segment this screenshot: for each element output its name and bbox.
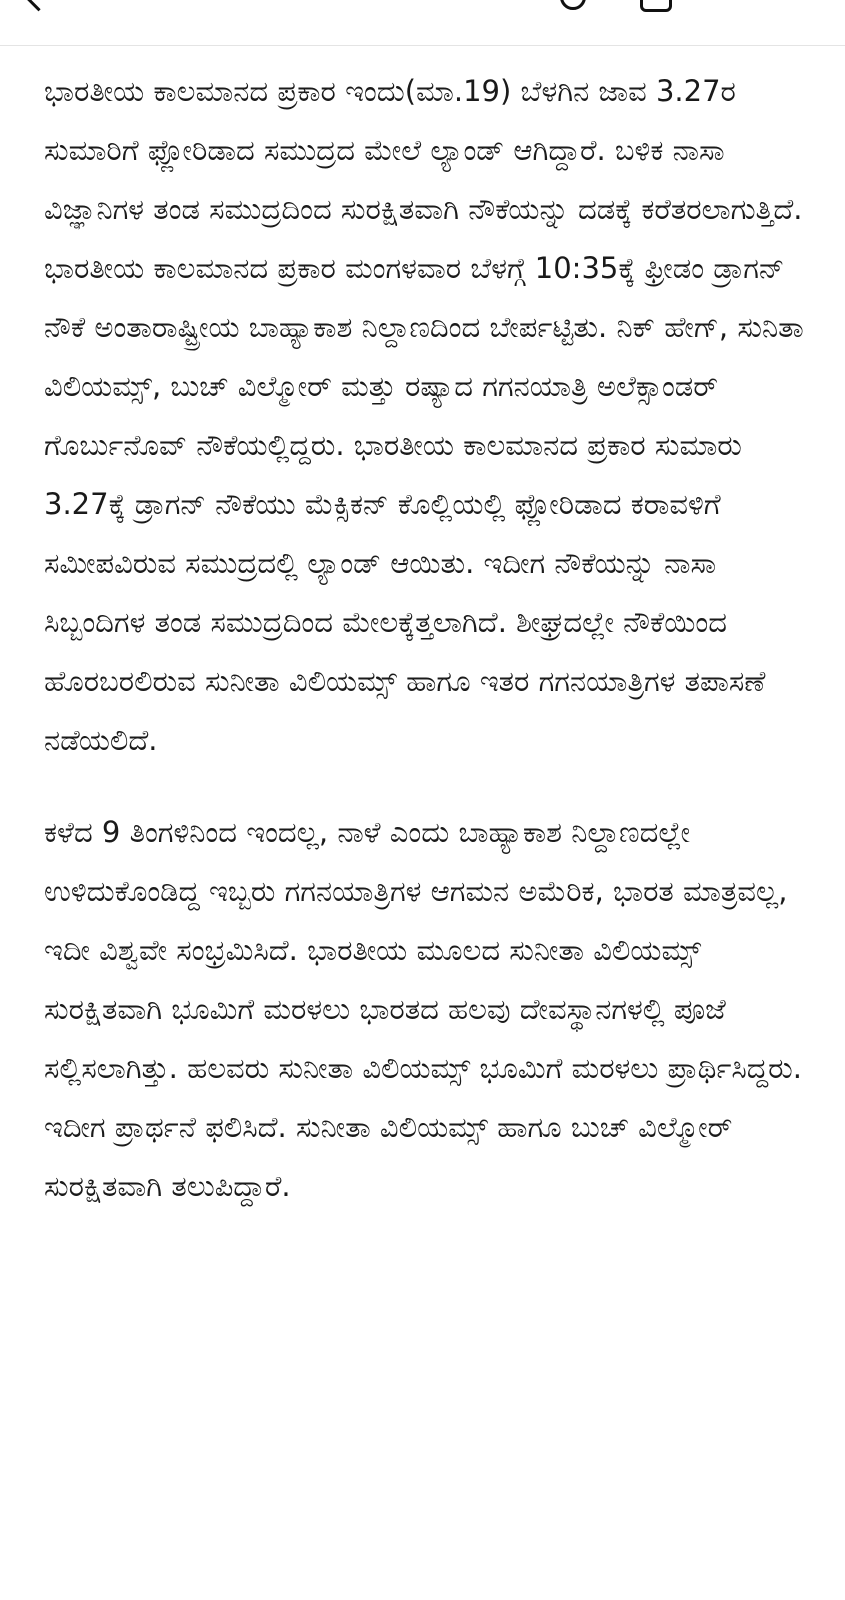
back-arrow-icon[interactable] [24,0,54,11]
article-paragraph: ಭಾರತೀಯ ಕಾಲಮಾನದ ಪ್ರಕಾರ ಇಂದು(ಮಾ.19) ಬೆಳಗಿನ ಜಾವ 3.27ರ ಸುಮಾರಿಗೆ ಫ್ಲೋರಿಡಾದ ಸಮುದ್ರದ ಮೇಲೆ ಲ್ಯಾಂಡ್ ಆಗಿದ್ದಾರೆ. ಬಳಿಕ ನಾಸಾ ವಿಜ್ಞಾನಿಗಳ ತಂಡ ಸಮುದ್ರದಿಂದ ಸುರಕ್ಷಿತವಾಗಿ ನೌಕೆಯನ್ನು ದಡಕ್ಕೆ ಕರೆತರಲಾಗುತ್ತಿದೆ. ಭಾರತೀಯ ಕಾಲಮಾನದ ಪ್ರಕಾರ ಮಂಗಳವಾರ ಬೆಳಗ್ಗೆ 10:35ಕ್ಕೆ ಫ್ರೀಡಂ ಡ್ರಾಗನ್ ನೌಕೆ ಅಂತಾರಾಷ್ಟ್ರೀಯ ಬಾಹ್ಯಾಕಾಶ ನಿಲ್ದಾಣದಿಂದ ಬೇರ್ಪಟ್ಟಿತು. ನಿಕ್ ಹೇಗ್, ಸುನಿತಾ ವಿಲಿಯಮ್ಸ್, ಬುಚ್ ವಿಲ್ಮೋರ್ ಮತ್ತು ರಷ್ಯಾದ ಗಗನಯಾತ್ರಿ ಅಲೆಕ್ಸಾಂಡರ್ ಗೊರ್ಬುನೊವ್ ನೌಕೆಯಲ್ಲಿದ್ದರು. ಭಾರತೀಯ ಕಾಲಮಾನದ ಪ್ರಕಾರ ಸುಮಾರು 3.27ಕ್ಕೆ ಡ್ರಾಗನ್ ನೌಕೆಯು ಮೆಕ್ಸಿಕನ್ ಕೊಲ್ಲಿಯಲ್ಲಿ ಫ್ಲೋರಿಡಾದ ಕರಾವಳಿಗೆ ಸಮೀಪವಿರುವ ಸಮುದ್ರದಲ್ಲಿ ಲ್ಯಾಂಡ್ ಆಯಿತು. ಇದೀಗ ನೌಕೆಯನ್ನು ನಾಸಾ ಸಿಬ್ಬಂದಿಗಳ ತಂಡ ಸಮುದ್ರದಿಂದ ಮೇಲಕ್ಕೆತ್ತಲಾಗಿದೆ. ಶೀಘ್ರದಲ್ಲೇ ನೌಕೆಯಿಂದ ಹೊರಬರಲಿರುವ ಸುನೀತಾ ವಿಲಿಯಮ್ಸ್ ಹಾಗೂ ಇತರ ಗಗನಯಾತ್ರಿಗಳ ತಪಾಸಣೆ ನಡೆಯಲಿದೆ. [44,74,804,757]
bookmark-icon[interactable] [640,0,672,12]
article-paragraph: ಕಳೆದ 9 ತಿಂಗಳಿನಿಂದ ಇಂದಲ್ಲ, ನಾಳೆ ಎಂದು ಬಾಹ್ಯಾಕಾಶ ನಿಲ್ದಾಣದಲ್ಲೇ ಉಳಿದುಕೊಂಡಿದ್ದ ಇಬ್ಬರು ಗಗನಯಾತ್ರಿಗಳ ಆಗಮನ ಅಮೆರಿಕ, ಭಾರತ ಮಾತ್ರವಲ್ಲ, ಇದೀ ವಿಶ್ವವೇ ಸಂಭ್ರಮಿಸಿದೆ. ಭಾರತೀಯ ಮೂಲದ ಸುನೀತಾ ವಿಲಿಯಮ್ಸ್ ಸುರಕ್ಷಿತವಾಗಿ ಭೂಮಿಗೆ ಮರಳಲು ಭಾರತದ ಹಲವು ದೇವಸ್ಥಾನಗಳಲ್ಲಿ ಪೂಜೆ ಸಲ್ಲಿಸಲಾಗಿತ್ತು. ಹಲವರು ಸುನೀತಾ ವಿಲಿಯಮ್ಸ್ ಭೂಮಿಗೆ ಮರಳಲು ಪ್ರಾರ್ಥಿಸಿದ್ದರು. ಇದೀಗ ಪ್ರಾರ್ಥನೆ ಫಲಿಸಿದೆ. ಸುನೀತಾ ವಿಲಿಯಮ್ಸ್ ಹಾಗೂ ಬುಚ್ ವಿಲ್ಮೋರ್ ಸುರಕ್ಷಿತವಾಗಿ ತಲುಪಿದ್ದಾರೆ. [44,815,802,1203]
top-app-bar [0,0,845,46]
article-body [44,62,812,1249]
share-icon[interactable] [560,0,586,10]
